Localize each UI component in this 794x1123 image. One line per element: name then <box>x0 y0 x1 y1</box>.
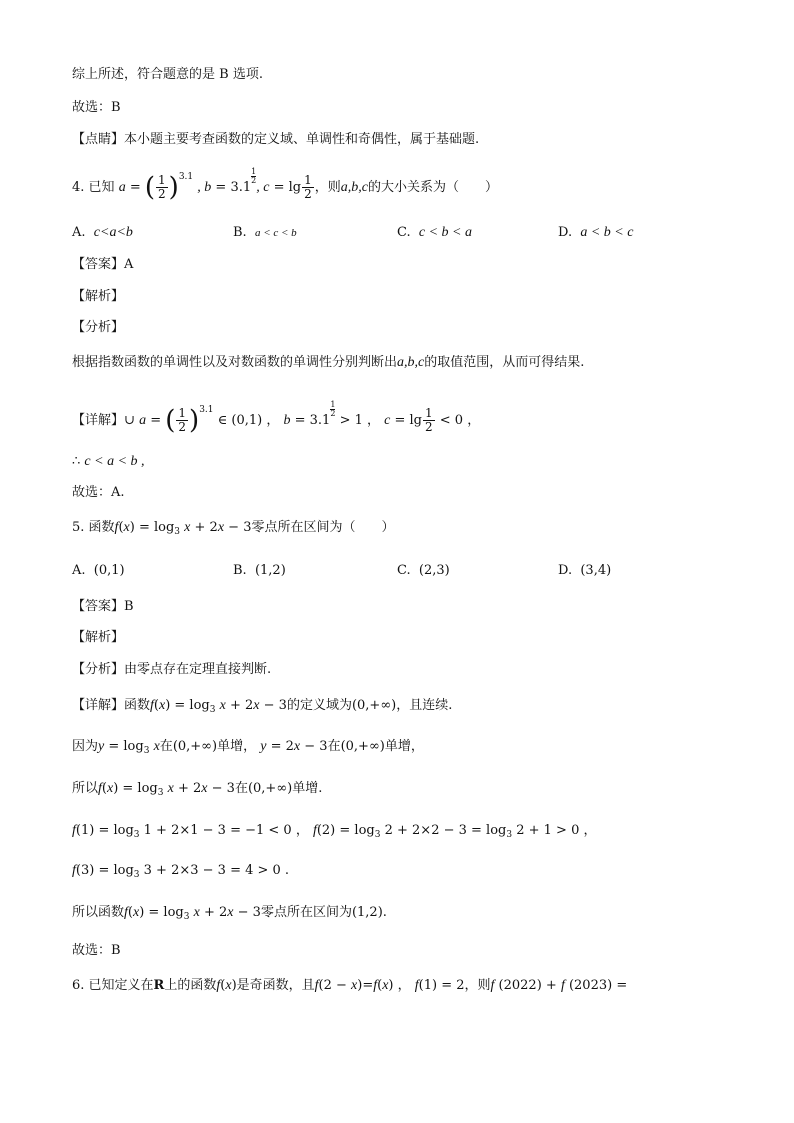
choice-4: 故选：A. <box>72 485 125 500</box>
choice-5: 故选：B <box>72 943 121 958</box>
q5-option-c: C. (2,3) <box>397 563 450 578</box>
analysis-head-5: 【分析】由零点存在定理直接判断. <box>72 662 272 677</box>
detail-5: 【详解】函数$f(x) = \log_3 x + 2x - 3$的定义域为(0,+∞)，且连续. <box>72 698 453 715</box>
q5-option-b: B. (1,2) <box>233 563 286 578</box>
question-5: 5. 函数$f(x) = \log_3 x + 2x - 3$零点所在区间为（ ） <box>72 520 395 537</box>
detail-4: 【详解】∪ a = ( $\frac{1}{2}$ )$^{3.1}$ ∈ (0,1) ， b = 3.1 $\frac{1}{2} > 1$ ， c = lg $\frac{1}{2}$ < 0 ， <box>72 400 481 436</box>
q4-option-d: D. a < b < c <box>558 225 634 240</box>
f3-line: $f(3) = \log_3 3 + 2\times 3 - 3 = 4 > 0$ . <box>72 863 290 880</box>
comment-line: 【点睛】本小题主要考查函数的定义域、单调性和奇偶性，属于基础题. <box>72 132 480 147</box>
answer-5: 【答案】B <box>72 599 134 614</box>
analysis-4: 【解析】 <box>72 289 125 304</box>
f1-f2-line: $f(1) = \log_3 1 + 2\times 1 - 3 = -1 < 0$ ， $f(2) = \log_3 2 + 2\times 2 - 3 = \log_3 2 + 1 > 0$ ， <box>72 823 597 840</box>
q4-option-b: B. a < c < b <box>233 225 297 240</box>
choice-line: 故选：B <box>72 100 121 115</box>
conclusion-5: 所以函数$f(x) = \log_3 x + 2x - 3$零点所在区间为(1,2). <box>72 905 387 922</box>
analysis-text-4: 根据指数函数的单调性以及对数函数的单调性分别判断出a,b,c的取值范围，从而可得结果. <box>72 355 585 370</box>
analysis-head-4: 【分析】 <box>72 320 125 335</box>
analysis-5: 【解析】 <box>72 630 125 645</box>
q5-option-a: A. (0,1) <box>72 563 125 578</box>
q4-option-a: A. c<a<b <box>72 225 133 240</box>
q5-option-d: D. (3,4) <box>558 563 612 578</box>
question-4: 4. 已知 a = ( $\frac{1}{2}$ )$^{3.1}$ , b = 3.1 $\frac{1}{2}$, c = lg $\frac{1}{2}$ ，则a,b,c的大小关系为（ ） <box>72 167 498 203</box>
summary-line: 综上所述，符合题意的是 B 选项. <box>72 67 263 82</box>
because-line: 因为$y = \log_3 x$在(0,+∞)单增， y = 2x − 3在(0,+∞)单增， <box>72 739 424 756</box>
q4-option-c: C. c < b < a <box>397 225 472 240</box>
so-line: 所以$f(x) = \log_3 x + 2x - 3$在(0,+∞)单增. <box>72 781 323 798</box>
question-6: 6. 已知定义在R上的函数f(x)是奇函数，且f(2 − x)=f(x) ， f(1) = 2，则f (2022) + f (2023) = <box>72 978 628 993</box>
answer-4: 【答案】A <box>72 257 134 272</box>
therefore-4: ∴ c < a < b , <box>72 454 145 469</box>
